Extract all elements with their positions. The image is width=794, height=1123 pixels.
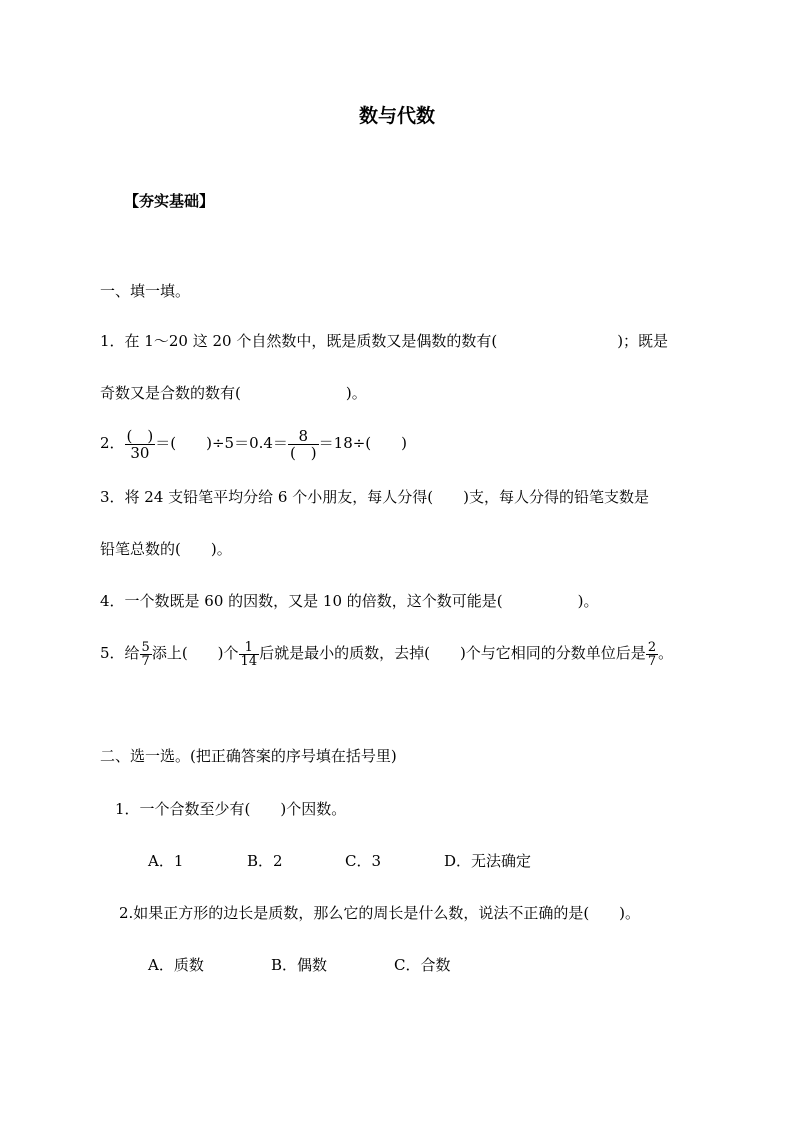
fraction-denominator: ( ): [289, 443, 317, 462]
question-1-line-1: 1．在 1～20 这 20 个自然数中，既是质数又是偶数的数有( )；既是: [100, 332, 669, 350]
page-title: 数与代数: [358, 105, 435, 127]
fraction-denominator: 7: [647, 653, 657, 669]
question-5-fraction-b: [239, 641, 260, 668]
choice-2-option-c: C．合数: [394, 956, 451, 974]
choice-1-option-d: D．无法确定: [444, 852, 532, 870]
choice-question-2: 2.如果正方形的边长是质数，那么它的周长是什么数，说法不正确的是( )。: [119, 904, 641, 922]
question-2: [100, 422, 407, 464]
question-3-line-1: 3．将 24 支铅笔平均分给 6 个小朋友，每人分得( )支，每人分得的铅笔支数是: [100, 488, 649, 506]
fraction-numerator: 1: [239, 641, 260, 655]
question-2-number: 2．: [100, 434, 125, 452]
choice-1-option-b: B．2: [247, 852, 283, 870]
question-5: [100, 636, 673, 670]
question-5-fraction-a: [140, 641, 152, 668]
section-heading-basic: 【夯实基础】: [124, 192, 215, 210]
question-2-fraction-2: [288, 428, 319, 461]
fraction-numerator: 5: [141, 639, 150, 655]
question-2-tail: ＝18÷( ): [318, 434, 408, 452]
part1-heading: 一、填一填。: [100, 282, 191, 300]
choice-question-1: 1．一个合数至少有( )个因数。: [115, 800, 347, 818]
fraction-numerator: ( ): [126, 426, 154, 445]
fraction-denominator: 14: [240, 653, 258, 669]
choice-2-option-a: A．质数: [148, 956, 204, 974]
question-5-part-c: 后就是最小的质数，去掉( )个与它相同的分数单位后是: [259, 644, 646, 662]
part2-heading: 二、选一选。(把正确答案的序号填在括号里): [100, 747, 397, 765]
fraction-numerator: 2: [647, 639, 657, 655]
question-4: 4．一个数既是 60 的因数，又是 10 的倍数，这个数可能是( )。: [100, 592, 599, 610]
fraction-numerator: 8: [288, 428, 319, 445]
fraction-denominator: 30: [130, 443, 150, 462]
question-2-middle: ＝( )÷5＝0.4＝: [155, 434, 288, 452]
choice-1-option-c: C．3: [345, 852, 382, 870]
question-5-part-b: 添上( )个: [151, 644, 239, 662]
fraction-denominator: 7: [141, 653, 150, 669]
question-5-part-d: 。: [658, 644, 674, 662]
choice-2-option-b: B．偶数: [271, 956, 328, 974]
question-3-line-2: 铅笔总数的( )。: [100, 540, 232, 558]
question-5-part-a: 5．给: [100, 644, 140, 662]
choice-1-option-a: A．1: [148, 852, 184, 870]
question-5-fraction-c: [646, 641, 658, 668]
question-1-line-2: 奇数又是合数的数有( )。: [100, 384, 367, 402]
question-2-fraction-1: [125, 428, 156, 461]
